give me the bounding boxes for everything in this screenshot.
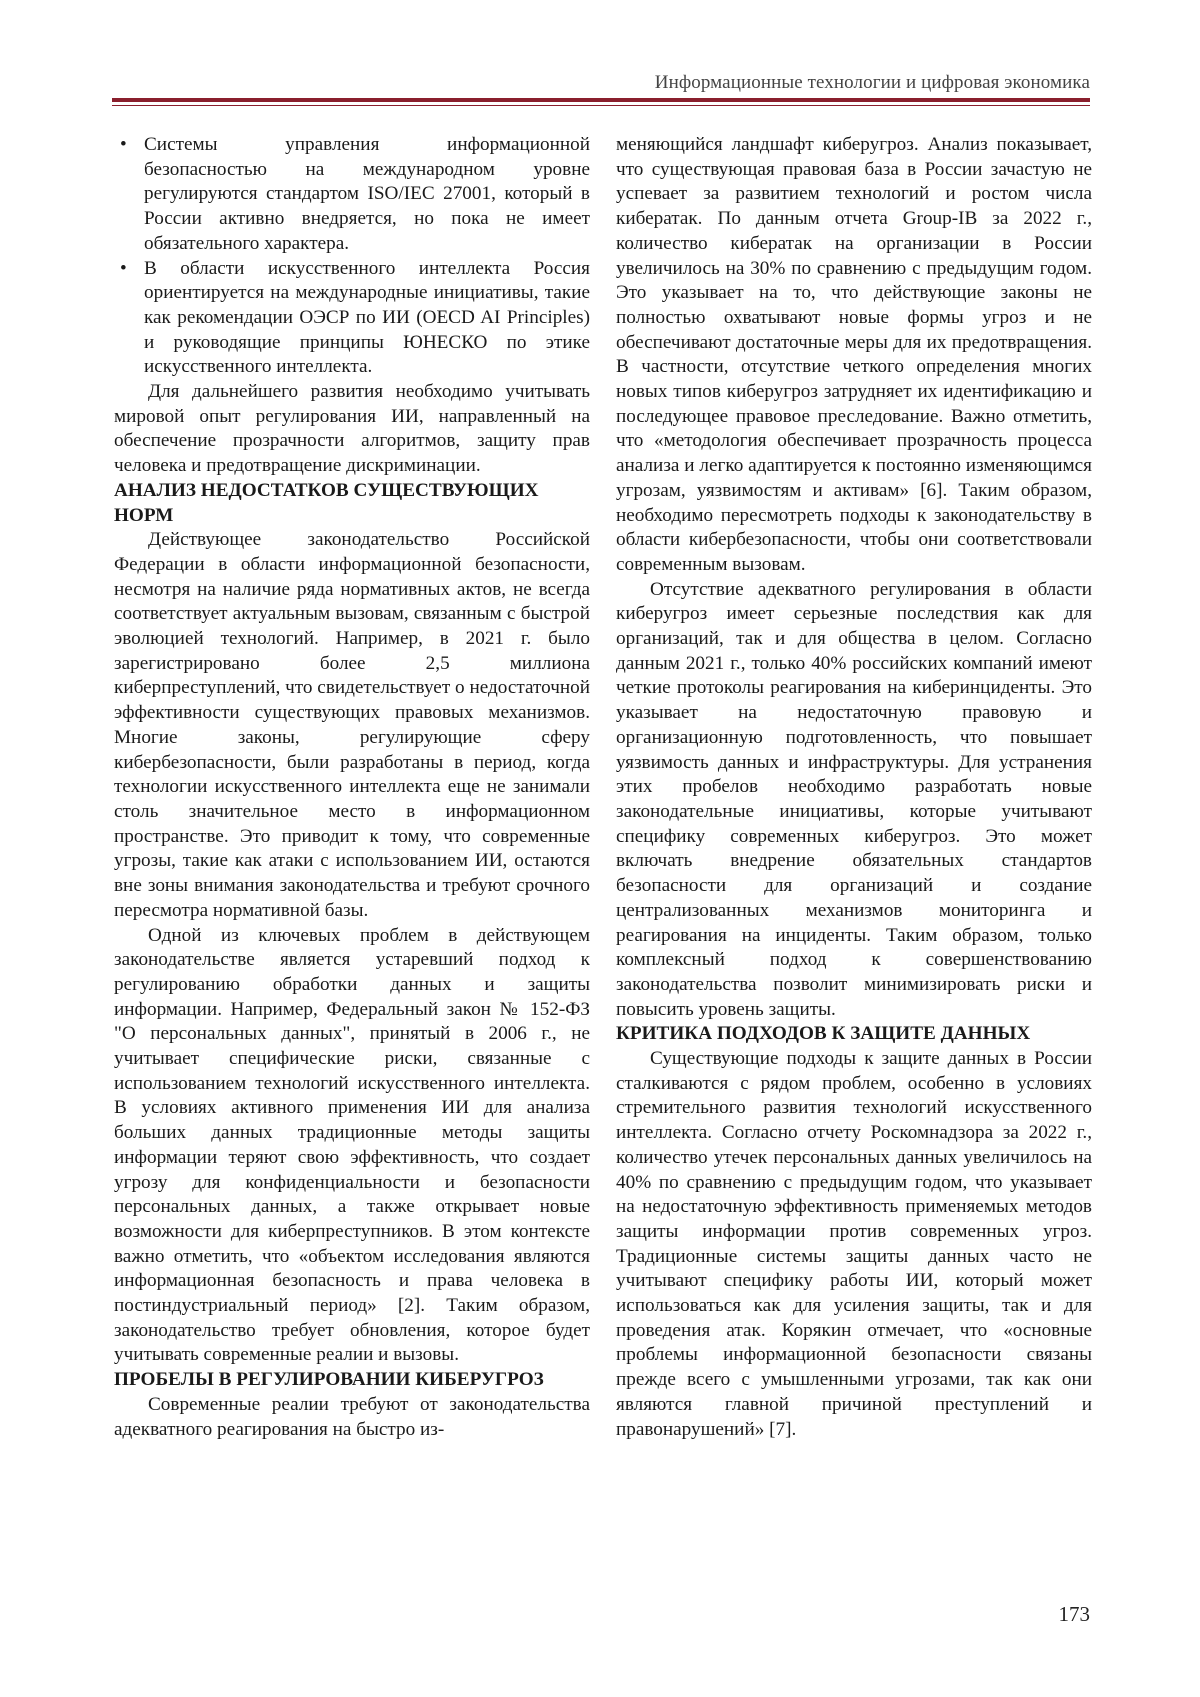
paragraph: Современные реалии требуют от законодательства адекватного реагирования на быстро из- xyxy=(114,1393,590,1440)
bullet-list xyxy=(114,133,590,380)
paragraph: Для дальнейшего развития необходимо учитывать мировой опыт регулирования ИИ, направленный на обеспечение прозрачности алгоритмов, защиту прав человека и предотвращение дискриминации. xyxy=(114,381,590,477)
paragraph: Существующие подходы к защите данных в России сталкиваются с рядом проблем, особенно в условиях стремительного развития технологий искусственного интеллекта. Согласно отчету Роскомнадзора за 2022 г., количество утечек персональных данных увеличилось на 40% по сравнению с предыдущим годом, что указывает на недостаточную эффективность применяемых методов защиты информации против современных угроз. Традиционные системы защиты данных часто не учитывают специфику работы ИИ, который может использоваться как для усиления защиты, так и для проведения атак. Корякин отмечает, что «основные проблемы информационной безопасности связаны прежде всего с умышленными угрозами, так как они являются главной причиной преступлений и правонарушений» [7]. xyxy=(616,1048,1092,1440)
right-column xyxy=(616,133,1092,1442)
paragraph: Действующее законодательство Российской Федерации в области информационной безопасности, несмотря на наличие ряда нормативных актов, не всегда соответствует актуальным вызовам, связанным с быстрой эволюцией технологий. Например, в 2021 г. было зарегистрировано более 2,5 миллиона киберпреступлений, что свидетельствует о недостаточной эффективности существующих правовых механизмов. Многие законы, регулирующие сферу кибербезопасности, были разработаны в период, когда технологии искусственного интеллекта еще не занимали столь значительное место в информационном пространстве. Это приводит к тому, что современные угрозы, такие как атаки с использованием ИИ, остаются вне зоны внимания законодательства и требуют срочного пересмотра нормативной базы. xyxy=(114,529,590,921)
list-item xyxy=(114,133,590,257)
bullet-icon: • xyxy=(120,134,127,155)
section-heading: КРИТИКА ПОДХОДОВ К ЗАЩИТЕ ДАННЫХ xyxy=(616,1023,1031,1045)
header-rule-thin xyxy=(112,105,1090,106)
running-header: Информационные технологии и цифровая экономика xyxy=(654,72,1090,93)
paragraph: меняющийся ландшафт киберугроз. Анализ показывает, что существующая правовая база в России зачастую не успевает за развитием технологий и ростом числа кибератак. По данным отчета Group-IB за 2022 г., количество кибератак на организации в России увеличилось на 30% по сравнению с предыдущим годом. Это указывает на то, что действующие законы не полностью охватывают новые формы угроз и не обеспечивают достаточные меры для их предотвращения. В частности, отсутствие четкого определения многих новых типов киберугроз затрудняет их идентификацию и последующее правовое преследование. Важно отметить, что «методология обеспечивает прозрачность процесса анализа и легко адаптируется к постоянно изменяющимся угрозам, уязвимостям и активам» [6]. Таким образом, необходимо пересмотреть подходы к законодательству в области кибербезопасности, чтобы они соответствовали современным вызовам. xyxy=(616,134,1092,575)
left-column xyxy=(114,133,590,1442)
section-heading: АНАЛИЗ НЕДОСТАТКОВ СУЩЕСТВУЮЩИХ НОРМ xyxy=(114,479,539,526)
paragraph: Отсутствие адекватного регулирования в области киберугроз имеет серьезные последствия как для организаций, так и для общества в целом. Согласно данным 2021 г., только 40% российских компаний имеют четкие протоколы реагирования на киберинциденты. Это указывает на недостаточную правовую и организационную подготовленность, что повышает уязвимость данных и инфраструктуры. Для устранения этих пробелов необходимо разработать новые законодательные инициативы, которые учитывают специфику современных киберугроз. Это может включать внедрение обязательных стандартов безопасности для организаций и создание централизованных механизмов мониторинга и реагирования на инциденты. Таким образом, только комплексный подход к совершенствованию законодательства позволит минимизировать риски и повысить уровень защиты. xyxy=(616,578,1092,1020)
header-rule-thick xyxy=(112,98,1090,102)
bullet-text: В области искусственного интеллекта Россия ориентируется на международные инициативы, такие как рекомендации ОЭСР по ИИ (OECD AI Principles) и руководящие принципы ЮНЕСКО по этике искусственного интеллекта. xyxy=(144,257,590,378)
page-number: 173 xyxy=(1058,1602,1090,1626)
list-item xyxy=(114,257,590,381)
bullet-icon: • xyxy=(120,257,127,279)
section-heading: ПРОБЕЛЫ В РЕГУЛИРОВАНИИ КИБЕРУГРОЗ xyxy=(114,1369,544,1391)
paragraph: Одной из ключевых проблем в действующем законодательстве является устаревший подход к регулированию обработки данных и защиты информации. Например, Федеральный закон № 152-ФЗ "О персональных данных", принятый в 2006 г., не учитывает специфические риски, связанные с использованием технологий искусственного интеллекта. В условиях активного применения ИИ для анализа больших данных традиционные методы защиты информации теряют свою эффективность, что создает угрозу для конфиденциальности и безопасности персональных данных, а также открывает новые возможности для киберпреступников. В этом контексте важно отметить, что «объектом исследования являются информационная безопасность и права человека в постиндустриальный период» [2]. Таким образом, законодательство требует обновления, которое будет учитывать современные реалии и вызовы. xyxy=(114,924,590,1366)
bullet-text: Системы управления информационной безопасностью на международном уровне регулируются стандартом ISO/IEC 27001, который в России активно внедряется, но пока не имеет обязательного характера. xyxy=(144,134,590,254)
